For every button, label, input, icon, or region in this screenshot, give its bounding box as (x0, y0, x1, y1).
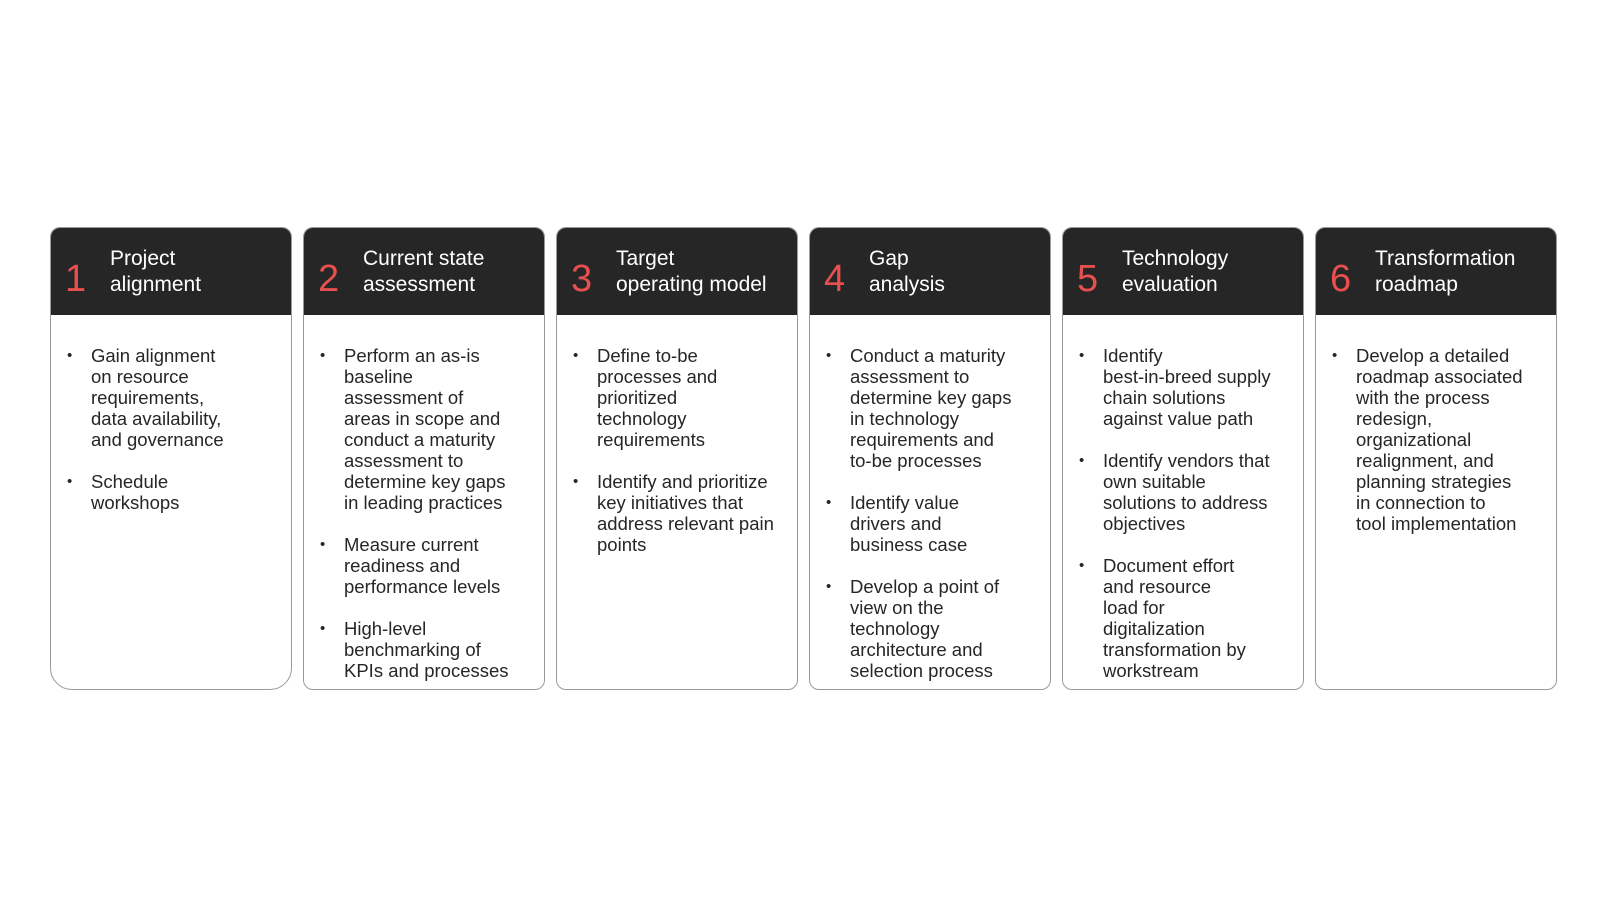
step-card-6 (1315, 227, 1557, 690)
bullet-text-line: load for (1103, 597, 1165, 618)
step-body (557, 315, 797, 689)
bullet-item (320, 534, 534, 597)
bullet-text-line: against value path (1103, 408, 1254, 429)
bullet-text-line: architecture and (850, 639, 983, 660)
bullet-text-line: address relevant pain (597, 513, 774, 534)
step-card-2 (303, 227, 545, 690)
step-title (363, 246, 484, 298)
bullet-text-line: objectives (1103, 513, 1186, 534)
bullet-text-line: • Gain alignment (91, 345, 216, 366)
bullet-text-line: key initiatives that (597, 492, 744, 513)
bullet-text-line: transformation by (1103, 639, 1246, 660)
step-body (304, 315, 544, 690)
bullet-text-line: assessment to (850, 366, 970, 387)
step-title-line: Current state (363, 246, 485, 270)
bullet-item (320, 618, 534, 681)
step-number: 4 (824, 257, 846, 300)
step-number: 5 (1077, 257, 1099, 300)
bullet-text-line: and governance (91, 429, 224, 450)
step-body (51, 315, 291, 689)
step-title-line: operating model (616, 272, 767, 296)
bullet-text-line: requirements, (91, 387, 205, 408)
step-title-line: Gap (869, 246, 909, 270)
bullet-text-line: • Develop a point of (850, 576, 1000, 597)
bullet-item (826, 576, 1040, 681)
step-header (51, 228, 291, 315)
bullet-text-line: on resource (91, 366, 189, 387)
bullet-item (67, 345, 281, 450)
step-title (869, 246, 945, 298)
bullet-text-line: • Identify vendors that (1103, 450, 1270, 471)
bullet-text-line: benchmarking of (344, 639, 481, 660)
step-title-line: alignment (110, 272, 202, 296)
bullet-item (1079, 450, 1293, 534)
bullet-list (573, 345, 787, 555)
step-title-line: evaluation (1122, 272, 1218, 296)
step-body (1063, 315, 1303, 690)
bullet-list (1332, 345, 1546, 534)
step-title (110, 246, 201, 298)
bullet-text-line: areas in scope and (344, 408, 501, 429)
bullet-text-line: assessment to (344, 450, 464, 471)
bullet-text-line: best-in-breed supply (1103, 366, 1271, 387)
step-header (810, 228, 1050, 315)
step-card-4 (809, 227, 1051, 690)
bullet-text-line: • Identify and prioritize (597, 471, 768, 492)
bullet-text-line: • Identify value (850, 492, 960, 513)
bullet-item (1079, 345, 1293, 429)
bullet-list (826, 345, 1040, 681)
bullet-text-line: to-be processes (850, 450, 982, 471)
step-card-5 (1062, 227, 1304, 690)
bullet-text-line: • Perform an as-is (344, 345, 480, 366)
bullet-text-line: redesign, (1356, 408, 1433, 429)
bullet-text-line: drivers and (850, 513, 942, 534)
bullet-item (573, 471, 787, 555)
bullet-text-line: • Measure current (344, 534, 479, 555)
step-title (1375, 246, 1515, 298)
step-number: 1 (65, 257, 87, 300)
bullet-text-line: processes and (597, 366, 718, 387)
bullet-text-line: points (597, 534, 647, 555)
step-title (616, 246, 767, 298)
step-header (557, 228, 797, 315)
bullet-text-line: view on the (850, 597, 944, 618)
bullet-text-line: chain solutions (1103, 387, 1226, 408)
bullet-text-line: • Develop a detailed (1356, 345, 1510, 366)
bullet-text-line: own suitable (1103, 471, 1206, 492)
step-header (304, 228, 544, 315)
bullet-text-line: • Define to-be (597, 345, 698, 366)
step-header (1063, 228, 1303, 315)
bullet-list (67, 345, 281, 513)
bullet-text-line: in connection to (1356, 492, 1486, 513)
bullet-text-line: KPIs and processes (344, 660, 509, 681)
bullet-text-line: workstream (1103, 660, 1199, 681)
step-card-3 (556, 227, 798, 690)
bullet-text-line: solutions to address (1103, 492, 1268, 513)
bullet-item (67, 471, 281, 513)
bullet-text-line: determine key gaps (850, 387, 1012, 408)
step-title-line: Transformation (1375, 246, 1516, 270)
bullet-item (320, 345, 534, 513)
bullet-item (826, 492, 1040, 555)
step-header (1316, 228, 1556, 315)
bullet-list (320, 345, 534, 681)
bullet-text-line: • Conduct a maturity (850, 345, 1006, 366)
bullet-text-line: in leading practices (344, 492, 503, 513)
bullet-text-line: requirements (597, 429, 705, 450)
step-body (810, 315, 1050, 690)
bullet-text-line: and resource (1103, 576, 1211, 597)
step-title-line: assessment (363, 272, 476, 296)
bullet-text-line: conduct a maturity (344, 429, 496, 450)
bullet-text-line: prioritized (597, 387, 678, 408)
step-number: 3 (571, 257, 593, 300)
step-title-line: analysis (869, 272, 945, 296)
bullet-text-line: business case (850, 534, 968, 555)
step-body (1316, 315, 1556, 689)
step-number: 6 (1330, 257, 1352, 300)
bullet-text-line: digitalization (1103, 618, 1205, 639)
bullet-text-line: in technology (850, 408, 960, 429)
bullet-text-line: • Schedule (91, 471, 169, 492)
bullet-text-line: technology (597, 408, 687, 429)
step-title-line: Project (110, 246, 176, 270)
bullet-text-line: organizational (1356, 429, 1472, 450)
bullet-text-line: • Document effort (1103, 555, 1235, 576)
bullet-text-line: • High-level (344, 618, 427, 639)
step-title-line: Technology (1122, 246, 1229, 270)
bullet-text-line: • Identify (1103, 345, 1163, 366)
step-card-1 (50, 227, 292, 690)
bullet-item (826, 345, 1040, 471)
bullet-list (1079, 345, 1293, 681)
step-title-line: Target (616, 246, 675, 270)
bullet-item (1332, 345, 1546, 534)
step-cards (50, 227, 1556, 690)
step-title (1122, 246, 1228, 298)
step-number: 2 (318, 257, 340, 300)
bullet-text-line: readiness and (344, 555, 461, 576)
bullet-text-line: assessment of (344, 387, 464, 408)
bullet-text-line: technology (850, 618, 940, 639)
bullet-text-line: with the process (1356, 387, 1490, 408)
bullet-text-line: determine key gaps (344, 471, 506, 492)
bullet-text-line: workshops (91, 492, 180, 513)
bullet-text-line: tool implementation (1356, 513, 1517, 534)
step-title-line: roadmap (1375, 272, 1458, 296)
bullet-text-line: planning strategies (1356, 471, 1512, 492)
bullet-text-line: roadmap associated (1356, 366, 1523, 387)
bullet-text-line: realignment, and (1356, 450, 1494, 471)
bullet-text-line: data availability, (91, 408, 222, 429)
bullet-text-line: performance levels (344, 576, 501, 597)
bullet-item (573, 345, 787, 450)
bullet-text-line: selection process (850, 660, 993, 681)
bullet-text-line: baseline (344, 366, 413, 387)
bullet-text-line: requirements and (850, 429, 994, 450)
bullet-item (1079, 555, 1293, 681)
